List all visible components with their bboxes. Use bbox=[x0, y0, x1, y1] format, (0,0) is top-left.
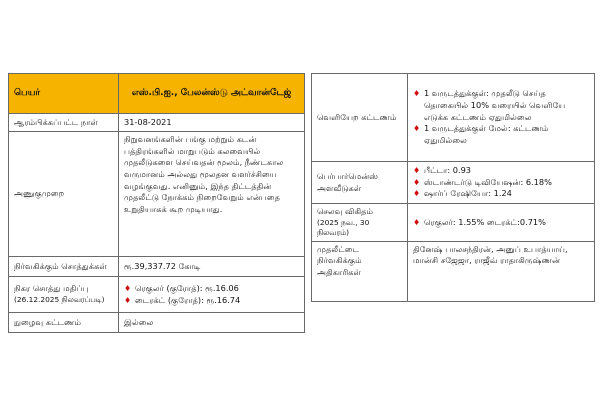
exit-load-values bbox=[408, 74, 595, 162]
diamond-bullet-icon: ♦ bbox=[413, 124, 421, 134]
expense-label: செலவு விகிதம் bbox=[317, 206, 374, 216]
header-row bbox=[9, 74, 305, 114]
start-date-value: 31-08-2021 bbox=[119, 114, 305, 132]
expense-values bbox=[408, 204, 595, 242]
approach-label: அணுகுமுறை bbox=[9, 132, 119, 257]
expense-item: ♦ ரெகுலர்: 1.55% டைரக்ட்:0.71% bbox=[413, 216, 546, 227]
start-date-label: ஆரம்பிக்கப்பட்ட நாள் bbox=[9, 114, 119, 132]
nav-label: நிகர சொத்து மதிப்பு bbox=[14, 283, 89, 294]
managers-text: தினேஷ் பாலசந்திரன், அனுப் உபாத்யாய், மான்சி சஜேஜா, ராஜீவ் ராதாகிருஷ்ணன் bbox=[408, 241, 595, 301]
nav-values bbox=[119, 277, 305, 313]
diamond-bullet-icon: ♦ bbox=[124, 295, 132, 305]
entry-load-value: இல்லை bbox=[119, 313, 305, 333]
managers-label: முதலீட்டை நிர்வகிக்கும் அதிகாரிகள் bbox=[312, 241, 408, 301]
diamond-bullet-icon: ♦ bbox=[413, 217, 421, 227]
aum-row bbox=[9, 257, 305, 277]
header-label: பெயர் bbox=[9, 74, 119, 114]
approach-text: நிறுவனங்களின் பங்கு மற்றும் கடன் பத்திரங்களில் மாறுபடும் கலவையில் முதலீடுகளை செய்வதன் மூலம், நீண்டகால வருமானம் அல்லது மூலதன வளர்ச்சியை வழங்குவது. எனினும், இந்த திட்டத்தின் முதலீட்டு நோக்கம் நிறைவேறும் என்பதை உறுதியாகக் கூற முடியாது. bbox=[119, 132, 305, 257]
managers-row bbox=[312, 241, 595, 301]
nav-row bbox=[9, 277, 305, 313]
nav-item: ♦ ரெகுலர் (குரோத்): ரூ.16.06 bbox=[124, 282, 239, 293]
nav-item: ♦ டைரக்ட் (குரோத்): ரூ.16.74 bbox=[124, 294, 241, 305]
performance-item: ♦ ஸ்டாண்டர்டு டிவியேஷன்: 6.18% bbox=[413, 176, 552, 187]
aum-value: ரூ.39,337.72 கோடி bbox=[119, 257, 305, 277]
nav-sublabel: (26.12.2025 நிலவரப்படி) bbox=[14, 295, 105, 305]
performance-row bbox=[312, 162, 595, 204]
exit-load-item: ♦ 1 வருடத்துக்குள் மேல்: கட்டணம் ஏதுமில்லை bbox=[413, 123, 549, 145]
performance-item: ♦ பீட்டா: 0.93 bbox=[413, 165, 471, 176]
fund-details-table-left bbox=[8, 73, 305, 333]
entry-load-label: நுழைவு கட்டணம் bbox=[9, 313, 119, 333]
diamond-bullet-icon: ♦ bbox=[413, 189, 421, 199]
exit-load-item: ♦ 1 வருடத்துக்குள்: முதலீடு செய்த தொகையில் 10% வரையில் வெளியே எடுக்க கட்டணம் ஏதுமில்லை bbox=[413, 88, 566, 122]
approach-row bbox=[9, 132, 305, 257]
performance-label: பெர்பார்மென்ஸ் அளவீடுகள் bbox=[312, 162, 408, 204]
expense-sublabel: (2025 நவ., 30 நிலவரம்) bbox=[317, 217, 370, 238]
expense-row bbox=[312, 204, 595, 242]
diamond-bullet-icon: ♦ bbox=[124, 283, 132, 293]
expense-label-cell bbox=[312, 204, 408, 242]
performance-values bbox=[408, 162, 595, 204]
fund-name: எஸ்.பி.ஐ., பேலன்ஸ்டு அட்வான்டேஜ் bbox=[119, 74, 305, 114]
diamond-bullet-icon: ♦ bbox=[413, 177, 421, 187]
diamond-bullet-icon: ♦ bbox=[413, 89, 421, 99]
exit-load-label: வெளியேற கட்டணம் bbox=[312, 74, 408, 162]
exit-load-row bbox=[312, 74, 595, 162]
performance-item: ♦ ஷார்ப் ரேஷியோ: 1.24 bbox=[413, 188, 512, 199]
fund-details-table-right bbox=[311, 73, 595, 302]
aum-label: நிர்வகிக்கும் சொத்துக்கள் bbox=[9, 257, 119, 277]
nav-label-cell bbox=[9, 277, 119, 313]
start-date-row bbox=[9, 114, 305, 132]
entry-load-row bbox=[9, 313, 305, 333]
diamond-bullet-icon: ♦ bbox=[413, 166, 421, 176]
